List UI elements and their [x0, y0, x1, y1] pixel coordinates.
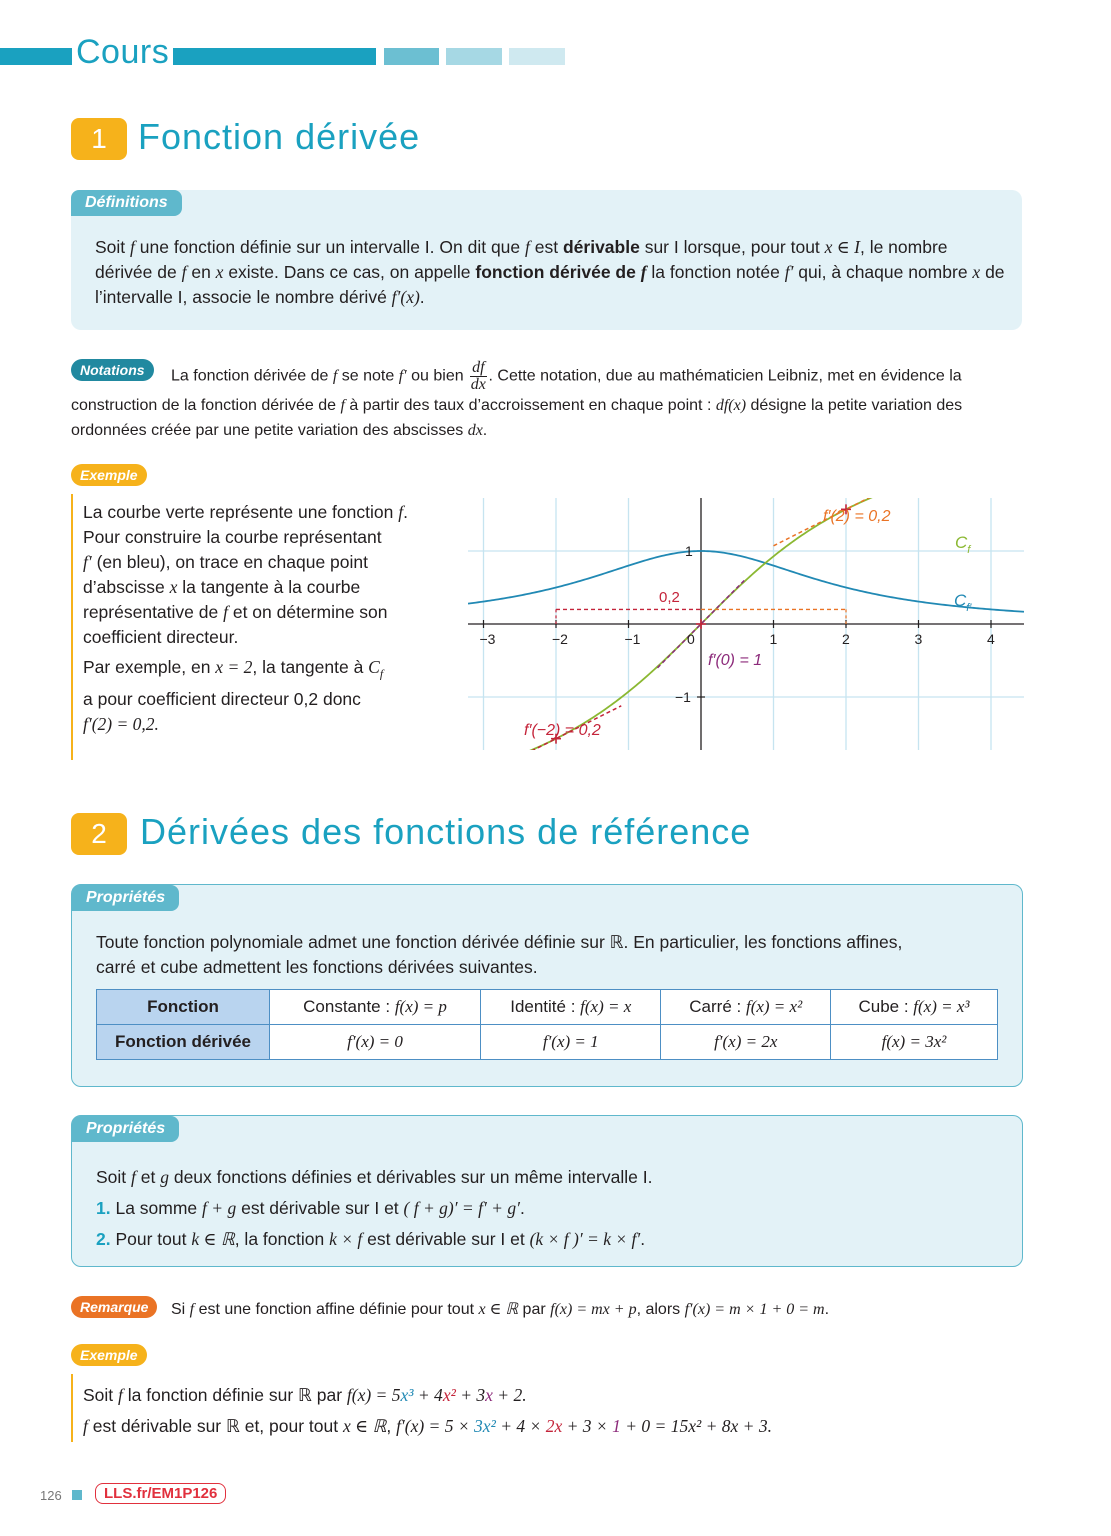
- properties-text: Soit f et g deux fonctions définies et dérivables sur un même intervalle I. 1. La somme f + g est dérivable sur I et ( f + g)′ = f′ + g′. 2. Pour tout k ∈ ℝ, la fonction k × f est dérivable sur I et (k × f )′ = k × f′.: [96, 1167, 653, 1249]
- exemple-bar: [71, 1374, 73, 1442]
- remarque-tag: Remarque: [71, 1296, 157, 1318]
- footer-square: [72, 1490, 82, 1500]
- remarque-text: Si f est une fonction affine définie pour tout x ∈ ℝ par f(x) = mx + p, alors f′(x) = m × 1 + 0 = m.: [171, 1301, 830, 1318]
- header-title: Cours: [72, 33, 173, 72]
- label-f0: f′(0) = 1: [708, 652, 763, 669]
- x-tick-label: −3: [479, 631, 496, 647]
- properties-tag: Propriétés: [72, 1116, 179, 1142]
- table-cell: f′(x) = 0: [270, 1025, 481, 1060]
- fraction-numerator: df: [472, 359, 485, 376]
- properties-text: Toute fonction polynomiale admet une fonction dérivée définie sur ℝ. En particulier, les fonctions affines, carré et cube admettent les fonctions dérivées suivantes.: [96, 932, 903, 977]
- footer-link[interactable]: LLS.fr/EM1P126: [95, 1483, 226, 1504]
- derivatives-table: [96, 989, 998, 1060]
- axes: [468, 498, 1024, 750]
- table-cell: Cube : f(x) = x³: [830, 990, 997, 1025]
- table-cell: f′(x) = 2x: [661, 1025, 831, 1060]
- label-cfp: $C_{f'}$: [954, 591, 972, 614]
- label-cf: $C_f$: [955, 533, 971, 556]
- y-tick-label: 1: [685, 543, 693, 559]
- definitions-text: Soit f une fonction définie sur un intervalle I. On dit que f est dérivable sur I lorsque, pour tout x ∈ I, le nombre dérivée de f en x existe. Dans ce cas, on appelle fonction dérivée de f la fonction notée f′ qui, à chaque nombre x de l’intervalle I, associe le nombre dérivé f′(x).: [95, 237, 1005, 307]
- table-cell: Carré : f(x) = x²: [661, 990, 831, 1025]
- x-tick-label: 3: [914, 631, 923, 647]
- x-tick-label: −2: [552, 631, 568, 647]
- exemple-text: La courbe verte représente une fonction f. Pour construire la courbe représentant f′ (en bleu), on trace en chaque point d’abscisse x la tangente à la courbe représentative de f et on détermine son coefficient directeur. Par exemple, en x = 2, la tangente à $C_f$ a pour coefficient directeur 0,2 donc f′(2) = 0,2.: [83, 502, 408, 734]
- properties-tag: Propriétés: [72, 885, 179, 911]
- label-f2: f′(2) = 0,2: [823, 508, 891, 525]
- header-band-segment: [446, 48, 502, 65]
- x-tick-label: −1: [624, 631, 641, 647]
- x-tick-label: 2: [842, 631, 850, 647]
- x-tick-label: 4: [987, 631, 995, 647]
- derivative-graph: [468, 498, 1024, 750]
- section-number: 2: [71, 813, 127, 855]
- notations-text: La fonction dérivée de f se note f′ ou bien $\frac{df}{dx}$ . Cette notation, due au mathématicien Leibniz, met en évidence la construction de la fonction dérivée de f à partir des taux d’accroissement en chaque point : df(x) désigne la petite variation des ordonnées créée par une petite variation des abscisses dx.: [71, 359, 963, 439]
- section-number: 1: [71, 118, 127, 160]
- exemple-tag: Exemple: [71, 1344, 147, 1366]
- page-number: 126: [40, 1488, 62, 1503]
- table-cell: Constante : f(x) = p: [270, 990, 481, 1025]
- table-cell: Identité : f(x) = x: [481, 990, 661, 1025]
- header-band: [0, 48, 376, 65]
- notations-tag: Notations: [71, 359, 154, 381]
- definitions-tag: Définitions: [71, 190, 182, 216]
- table-cell: f(x) = 3x²: [830, 1025, 997, 1060]
- x-tick-label: 1: [769, 631, 778, 647]
- header-band-segment: [384, 48, 439, 65]
- x-tick-label: 0: [687, 631, 695, 647]
- header-band-segment: [509, 48, 565, 65]
- y-tick-label: −1: [675, 689, 691, 705]
- label-0-2: 0,2: [659, 589, 680, 606]
- section-title: Dérivées des fonctions de référence: [140, 811, 752, 852]
- exemple-tag: Exemple: [71, 464, 147, 486]
- exemple-bar: [71, 494, 73, 760]
- exemple-text: Soit f la fonction définie sur ℝ par f(x) = 5x³ + 4x² + 3x + 2. f est dérivable sur ℝ et, pour tout x ∈ ℝ, f′(x) = 5 × 3x² + 4 × 2x + 3 × 1 + 0 = 15x² + 8x + 3.: [83, 1385, 772, 1436]
- curve-f-prime: [468, 551, 1024, 612]
- table-row: [97, 1025, 998, 1060]
- table-header: Fonction dérivée: [97, 1025, 270, 1060]
- label-fm2: f′(−2) = 0,2: [524, 722, 601, 739]
- table-header: Fonction: [97, 990, 270, 1025]
- section-title: Fonction dérivée: [138, 116, 421, 157]
- fraction-denominator: dx: [470, 376, 486, 393]
- table-cell: f′(x) = 1: [481, 1025, 661, 1060]
- table-row: [97, 990, 998, 1025]
